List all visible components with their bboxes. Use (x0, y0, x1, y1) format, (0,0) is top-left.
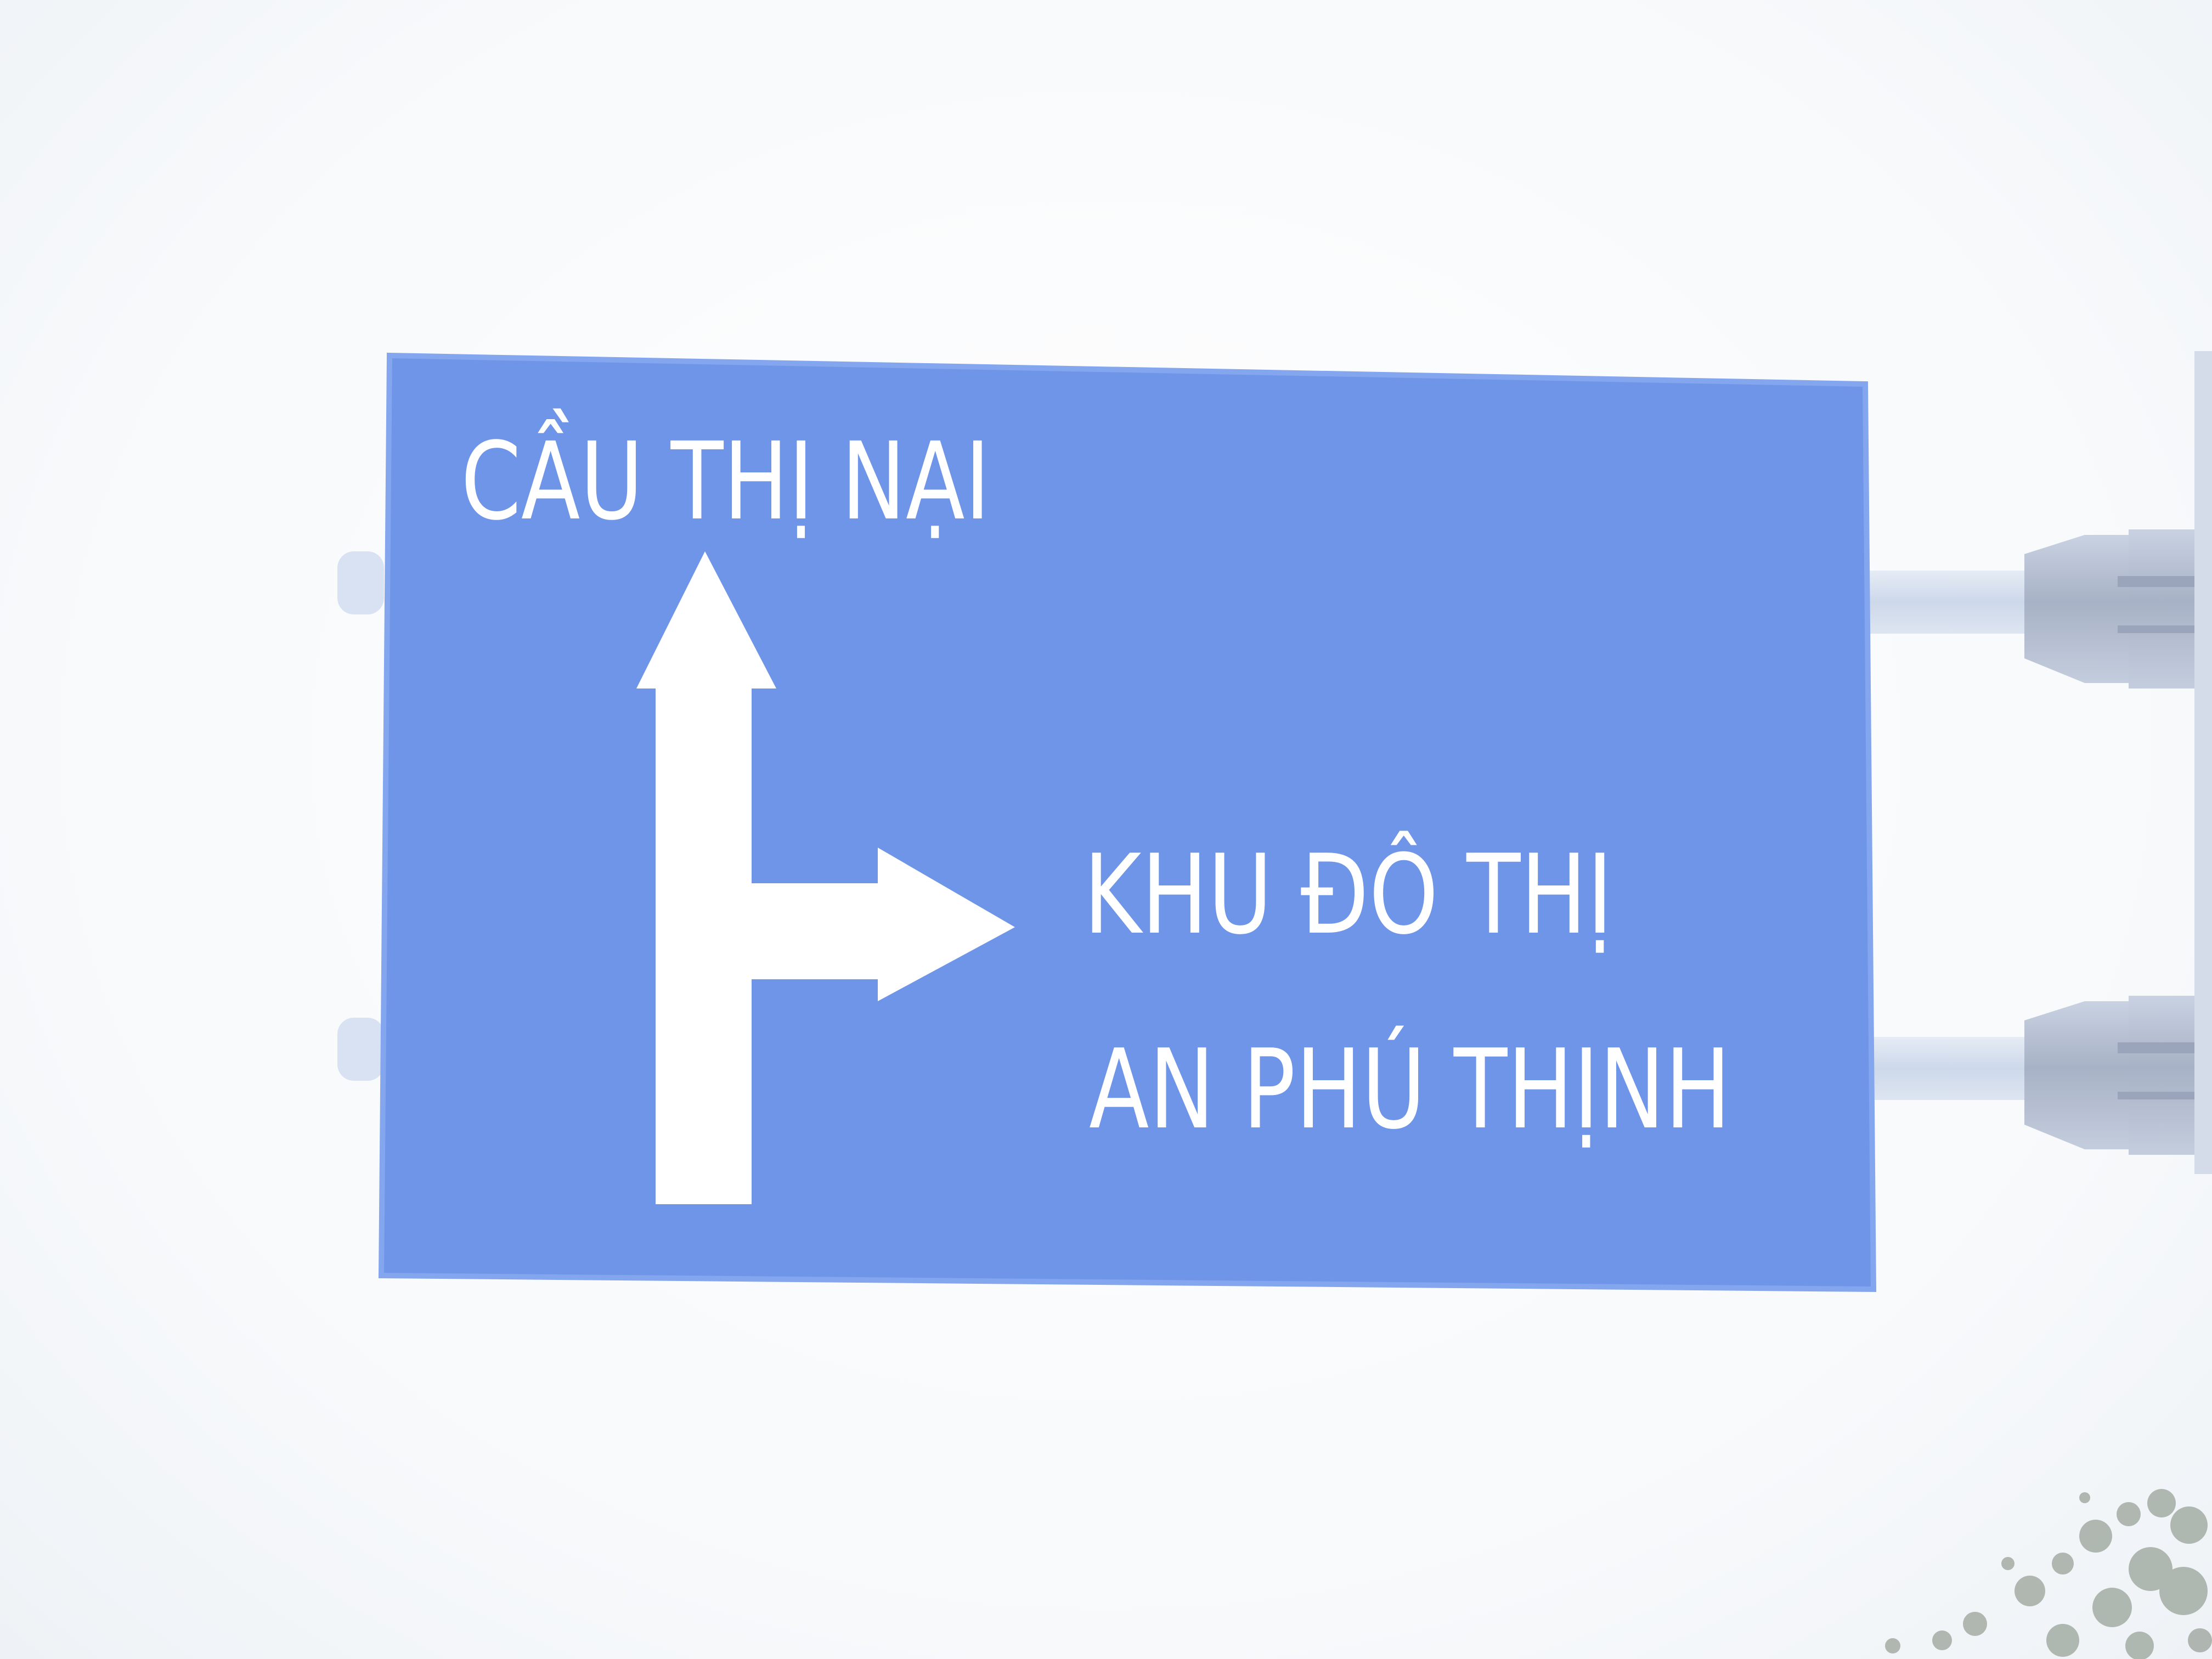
straight-destination-label: CẦU THỊ NẠI (461, 419, 1118, 544)
vertical-post (2194, 351, 2212, 1174)
lower-support-pole (1865, 996, 2212, 1155)
upper-support-pole (1865, 529, 2212, 689)
left-mount-lower (337, 1018, 384, 1081)
right-destination-line1: KHU ĐÔ THỊ (1084, 831, 1742, 959)
right-destination-line2: AN PHÚ THỊNH (1089, 1026, 1892, 1154)
left-mount-upper (337, 551, 384, 614)
tree-foliage (1885, 1489, 2212, 1659)
